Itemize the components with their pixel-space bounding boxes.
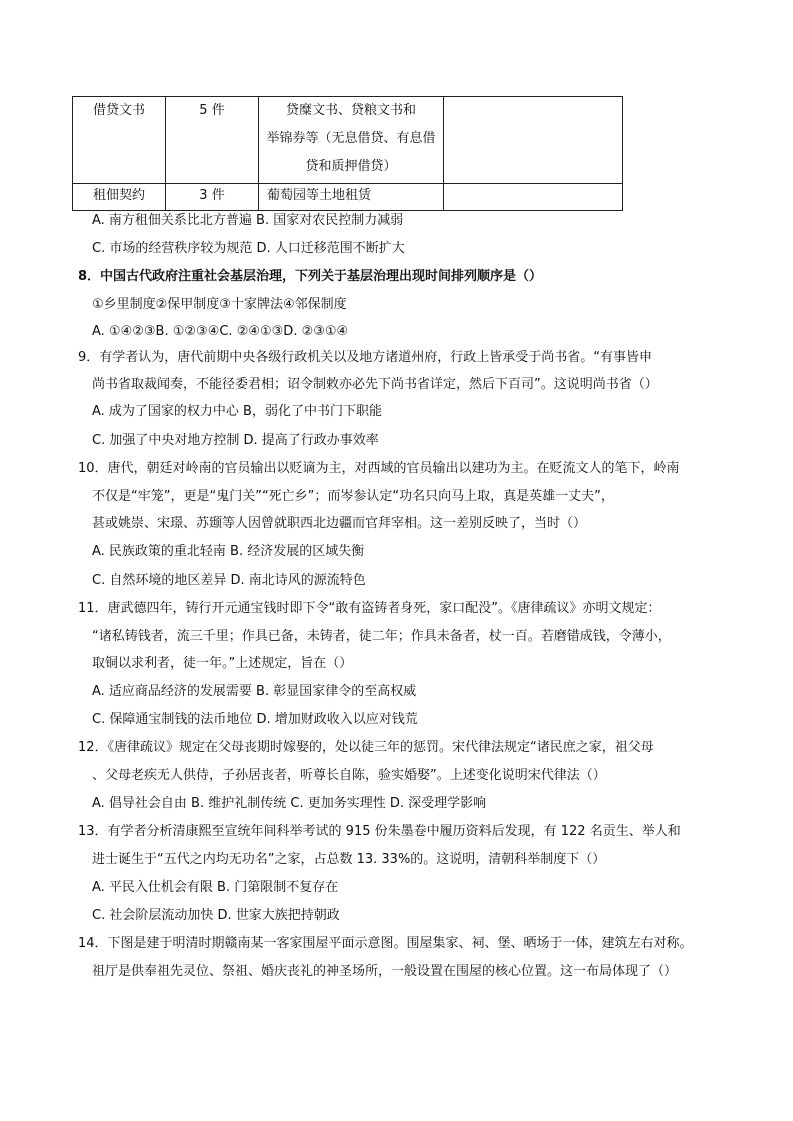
- q10-line2: 不仅是“牢笼”，更是“鬼门关”“死亡乡”；而岑参认定“功名只向马上取，真是英雄一丈夫”，: [92, 489, 614, 504]
- q13-line2: 进士诞生于“五代之内均无功名”之家，占总数 13. 33%的。这说明，清朝科举制度下（）: [92, 852, 606, 867]
- q12-line1: 12．《唐律疏议》规定在父母丧期时嫁娶的，处以徒三年的惩罚。宋代律法规定“诸民庶之家，祖父母: [78, 740, 654, 755]
- table-cell-count: 3 件: [166, 184, 259, 211]
- q9-line2: 尚书省取裁闻奏，不能径委君相；诏令制敕亦必先下尚书省详定，然后下百司”。这说明尚书省（）: [92, 377, 658, 392]
- q10-line3: 甚或姚崇、宋璟、苏颋等人因曾就职西北边疆而官拜宰相。这一差别反映了，当时（）: [92, 516, 587, 531]
- q12-line2: 、父母老疾无人供侍，子孙居丧者，听尊长自陈，验实婚娶”。上述变化说明宋代律法（）: [92, 768, 606, 783]
- q14-line1: 14．下图是建于明清时期赣南某一客家围屋平面示意图。围屋集家、祠、堡、晒场于一体，建筑左右对称。: [78, 936, 693, 951]
- q11-line3: 取铜以求利者，徒一年。”上述规定，旨在（）: [92, 656, 353, 671]
- q13-options-line2: C. 社会阶层流动加快 D. 世家大族把持朝政: [92, 908, 340, 923]
- table-cell-content: 葡萄园等土地租赁: [259, 184, 444, 211]
- table-cell-type: 租佃契约: [73, 184, 166, 211]
- q10-options-line1: A. 民族政策的重北轻南 B. 经济发展的区域失衡: [92, 544, 365, 559]
- q11-line2: “诸私铸钱者，流三千里；作具已备，未铸者，徒二年；作具未备者，杖一百。若磨错成钱，令薄小，: [92, 629, 671, 644]
- q8-options: A. ①④②③B. ①②③④C. ②④①③D. ②③①④: [92, 324, 349, 339]
- q7-options-line2: C. 市场的经营秩序较为规范 D. 人口迁移范围不断扩大: [92, 241, 405, 256]
- q10-line1: 10．唐代，朝廷对岭南的官员输出以贬谪为主，对西域的官员输出以建功为主。在贬流文人的笔下，岭南: [78, 461, 680, 476]
- q9-line1: 9．有学者认为，唐代前期中央各级行政机关以及地方诸道州府，行政上皆承受于尚书省。“有事皆申: [78, 350, 653, 365]
- q11-options-line1: A. 适应商品经济的发展需要 B. 彰显国家律令的至高权威: [92, 684, 417, 699]
- documents-table: [72, 96, 623, 211]
- table-cell-count: 5 件: [166, 97, 259, 184]
- q7-options-line1: A. 南方租佃关系比北方普遍 B. 国家对农民控制力减弱: [92, 213, 404, 228]
- q9-options-line2: C. 加强了中央对地方控制 D. 提高了行政办事效率: [92, 433, 379, 448]
- q13-options-line1: A. 平民入仕机会有限 B. 门第限制不复存在: [92, 880, 339, 895]
- q13-line1: 13．有学者分析清康熙至宣统年间科举考试的 915 份朱墨卷中履历资料后发现，有 122 名贡生、举人和: [78, 824, 681, 839]
- q14-line2: 祖厅是供奉祖先灵位、祭祖、婚庆丧礼的神圣场所，一般设置在围屋的核心位置。这一布局体现了（）: [92, 964, 678, 979]
- q10-options-line2: C. 自然环境的地区差异 D. 南北诗风的源流特色: [92, 573, 366, 588]
- table-row: [73, 97, 623, 184]
- table-cell-type: 借贷文书: [73, 97, 166, 184]
- table-cell-extra: [444, 184, 623, 211]
- q11-line1: 11．唐武德四年，铸行开元通宝钱时即下令“敢有盗铸者身死，家口配没”。《唐律疏议》亦明文规定：: [78, 601, 661, 616]
- q8-items: ①乡里制度②保甲制度③十家牌法④邻保制度: [92, 297, 347, 312]
- q11-options-line2: C. 保障通宝制钱的法币地位 D. 增加财政收入以应对钱荒: [92, 712, 418, 727]
- table-row: [73, 184, 623, 211]
- table-cell-content: 贷糜文书、贷粮文书和 举锦券等（无息借贷、有息借 贷和质押借贷）: [259, 97, 444, 184]
- q8-stem: 8．中国古代政府注重社会基层治理，下列关于基层治理出现时间排列顺序是（）: [78, 269, 543, 284]
- q12-options: A. 倡导社会自由 B. 维护礼制传统 C. 更加务实理性 D. 深受理学影响: [92, 796, 487, 811]
- table-cell-extra: [444, 97, 623, 184]
- q9-options-line1: A. 成为了国家的权力中心 B，弱化了中书门下职能: [92, 404, 382, 419]
